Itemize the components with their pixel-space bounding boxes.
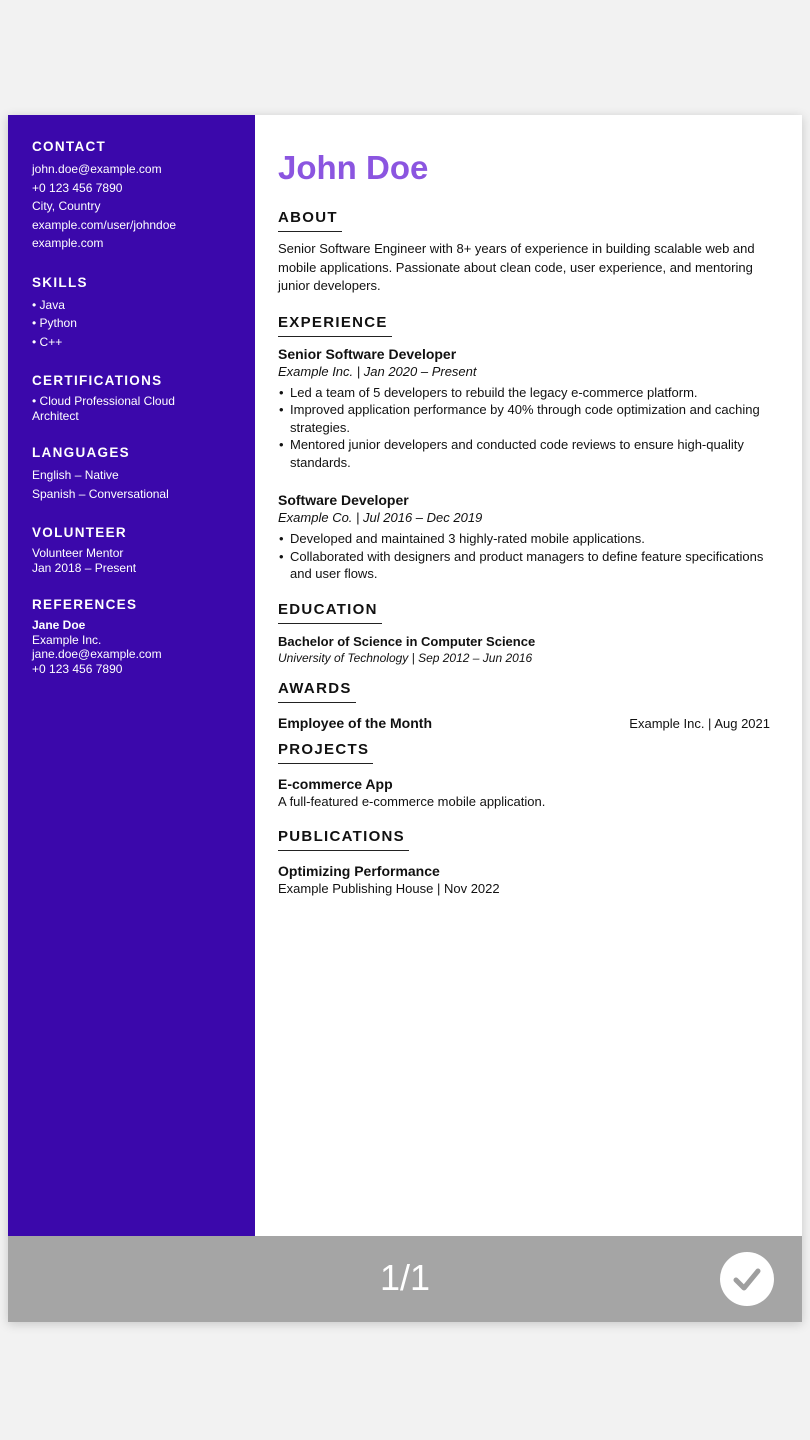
award-row: [278, 715, 770, 731]
job-bullets: [278, 530, 770, 583]
contact-profile-url: example.com/user/johndoe: [32, 217, 177, 232]
certifications-heading: CERTIFICATIONS: [32, 373, 163, 388]
education-heading: EDUCATION: [278, 601, 382, 624]
job-bullet: • Collaborated with designers and product managers to define feature specifications and user flows.: [278, 548, 770, 583]
job-entry: [278, 491, 770, 583]
contact-phone: +0 123 456 7890: [32, 180, 123, 195]
education-section: [278, 601, 770, 666]
volunteer-section: [32, 525, 255, 575]
awards-section: [278, 680, 770, 731]
preview-footer: [8, 1236, 802, 1322]
education-meta: University of Technology | Sep 2012 – Jun 2016: [278, 650, 533, 665]
award-meta: Example Inc. | Aug 2021: [629, 715, 770, 731]
references-heading: REFERENCES: [32, 597, 138, 612]
resume-sidebar: [8, 115, 255, 1236]
page-indicator: 1/1: [379, 1257, 431, 1298]
done-button[interactable]: [720, 1252, 774, 1306]
contact-section: [32, 139, 255, 253]
certifications-section: [32, 373, 255, 423]
experience-section: [278, 314, 770, 583]
award-title: Employee of the Month: [278, 714, 432, 731]
job-title: Software Developer: [278, 492, 409, 508]
job-title: Senior Software Developer: [278, 345, 457, 362]
candidate-name: John Doe: [278, 149, 429, 186]
resume-preview: [8, 115, 802, 1322]
job-meta: Example Co. | Jul 2016 – Dec 2019: [278, 510, 483, 525]
language-item: Spanish – Conversational: [32, 486, 169, 501]
certification-item: • Cloud Professional Cloud Architect: [32, 394, 175, 423]
about-section: [278, 209, 770, 296]
skill-item: • Python: [32, 316, 77, 330]
publication-meta: Example Publishing House | Nov 2022: [278, 880, 500, 896]
volunteer-dates: Jan 2018 – Present: [32, 560, 137, 575]
references-section: [32, 597, 255, 676]
education-degree: Bachelor of Science in Computer Science: [278, 633, 536, 649]
contact-heading: CONTACT: [32, 139, 107, 154]
experience-heading: EXPERIENCE: [278, 314, 392, 337]
job-bullet: • Mentored junior developers and conducted code reviews to ensure high-quality standards.: [278, 436, 770, 471]
publications-section: [278, 828, 770, 897]
publication-title: Optimizing Performance: [278, 862, 440, 879]
skills-section: [32, 275, 255, 352]
volunteer-heading: VOLUNTEER: [32, 525, 127, 540]
reference-email: jane.doe@example.com: [32, 647, 162, 661]
reference-name: Jane Doe: [32, 618, 86, 632]
contact-location: City, Country: [32, 199, 101, 213]
contact-website: example.com: [32, 236, 104, 250]
projects-heading: PROJECTS: [278, 741, 373, 764]
reference-phone: +0 123 456 7890: [32, 661, 123, 676]
reference-company: Example Inc.: [32, 632, 102, 647]
project-title: E-commerce App: [278, 775, 393, 792]
check-icon: [730, 1262, 764, 1296]
languages-section: [32, 445, 255, 503]
skills-heading: SKILLS: [32, 274, 88, 290]
languages-heading: LANGUAGES: [32, 445, 130, 460]
awards-heading: AWARDS: [278, 680, 356, 703]
language-item: English – Native: [32, 468, 119, 482]
contact-email: john.doe@example.com: [32, 162, 162, 176]
job-bullet: • Developed and maintained 3 highly-rated mobile applications.: [278, 530, 770, 548]
about-text: Senior Software Engineer with 8+ years of experience in building scalable web and mobile applications. Passionate about clean code, user experience, and mentoring junior developers.: [278, 241, 755, 293]
about-heading: ABOUT: [278, 209, 342, 232]
resume-main: [255, 115, 802, 1236]
volunteer-role: Volunteer Mentor: [32, 546, 124, 560]
skill-item: • Java: [32, 297, 65, 312]
project-description: A full-featured e-commerce mobile application.: [278, 793, 546, 809]
job-bullet: • Led a team of 5 developers to rebuild the legacy e-commerce platform.: [278, 384, 770, 402]
job-meta: Example Inc. | Jan 2020 – Present: [278, 363, 477, 379]
projects-section: [278, 741, 770, 810]
job-entry: [278, 345, 770, 472]
publications-heading: PUBLICATIONS: [278, 828, 409, 851]
skill-item: • C++: [32, 334, 63, 349]
job-bullet: • Improved application performance by 40% through code optimization and caching strategies.: [278, 401, 770, 436]
job-bullets: [278, 384, 770, 472]
